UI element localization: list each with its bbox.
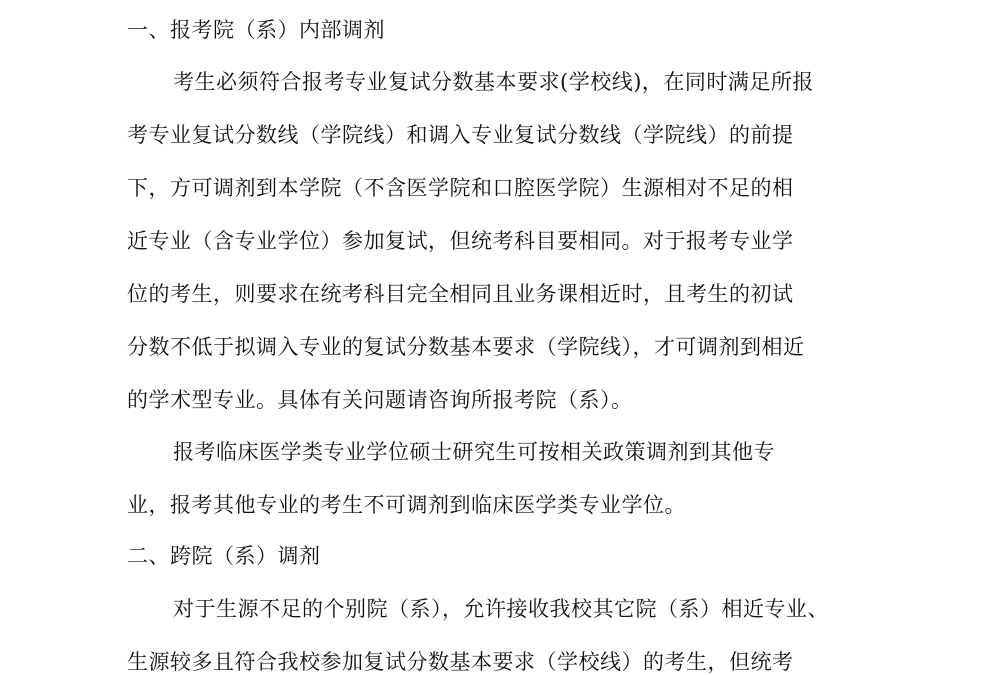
section-2-heading: 二、跨院（系）调剂 [127,544,321,568]
paragraph-line: 生源较多且符合我校参加复试分数基本要求（学校线）的考生，但统考 [127,650,794,674]
paragraph-line: 分数不低于拟调入专业的复试分数基本要求（学院线），才可调剂到相近 [127,335,805,359]
section-1-heading: 一、报考院（系）内部调剂 [127,18,385,42]
paragraph-line: 对于生源不足的个别院（系），允许接收我校其它院（系）相近专业、 [173,597,829,621]
paragraph-line: 下，方可调剂到本学院（不含医学院和口腔医学院）生源相对不足的相 [127,176,794,200]
paragraph-line: 考生必须符合报考专业复试分数基本要求(学校线)，在同时满足所报 [173,70,814,94]
paragraph-line: 位的考生，则要求在统考科目完全相同且业务课相近时，且考生的初试 [127,282,794,306]
paragraph-line: 考专业复试分数线（学院线）和调入专业复试分数线（学院线）的前提 [127,123,794,147]
paragraph-line: 报考临床医学类专业学位硕士研究生可按相关政策调剂到其他专 [173,440,775,464]
paragraph-line: 的学术型专业。具体有关问题请咨询所报考院（系）。 [127,388,633,412]
paragraph-line: 业，报考其他专业的考生不可调剂到临床医学类专业学位。 [127,493,686,517]
paragraph-line: 近专业（含专业学位）参加复试，但统考科目要相同。对于报考专业学 [127,229,794,253]
